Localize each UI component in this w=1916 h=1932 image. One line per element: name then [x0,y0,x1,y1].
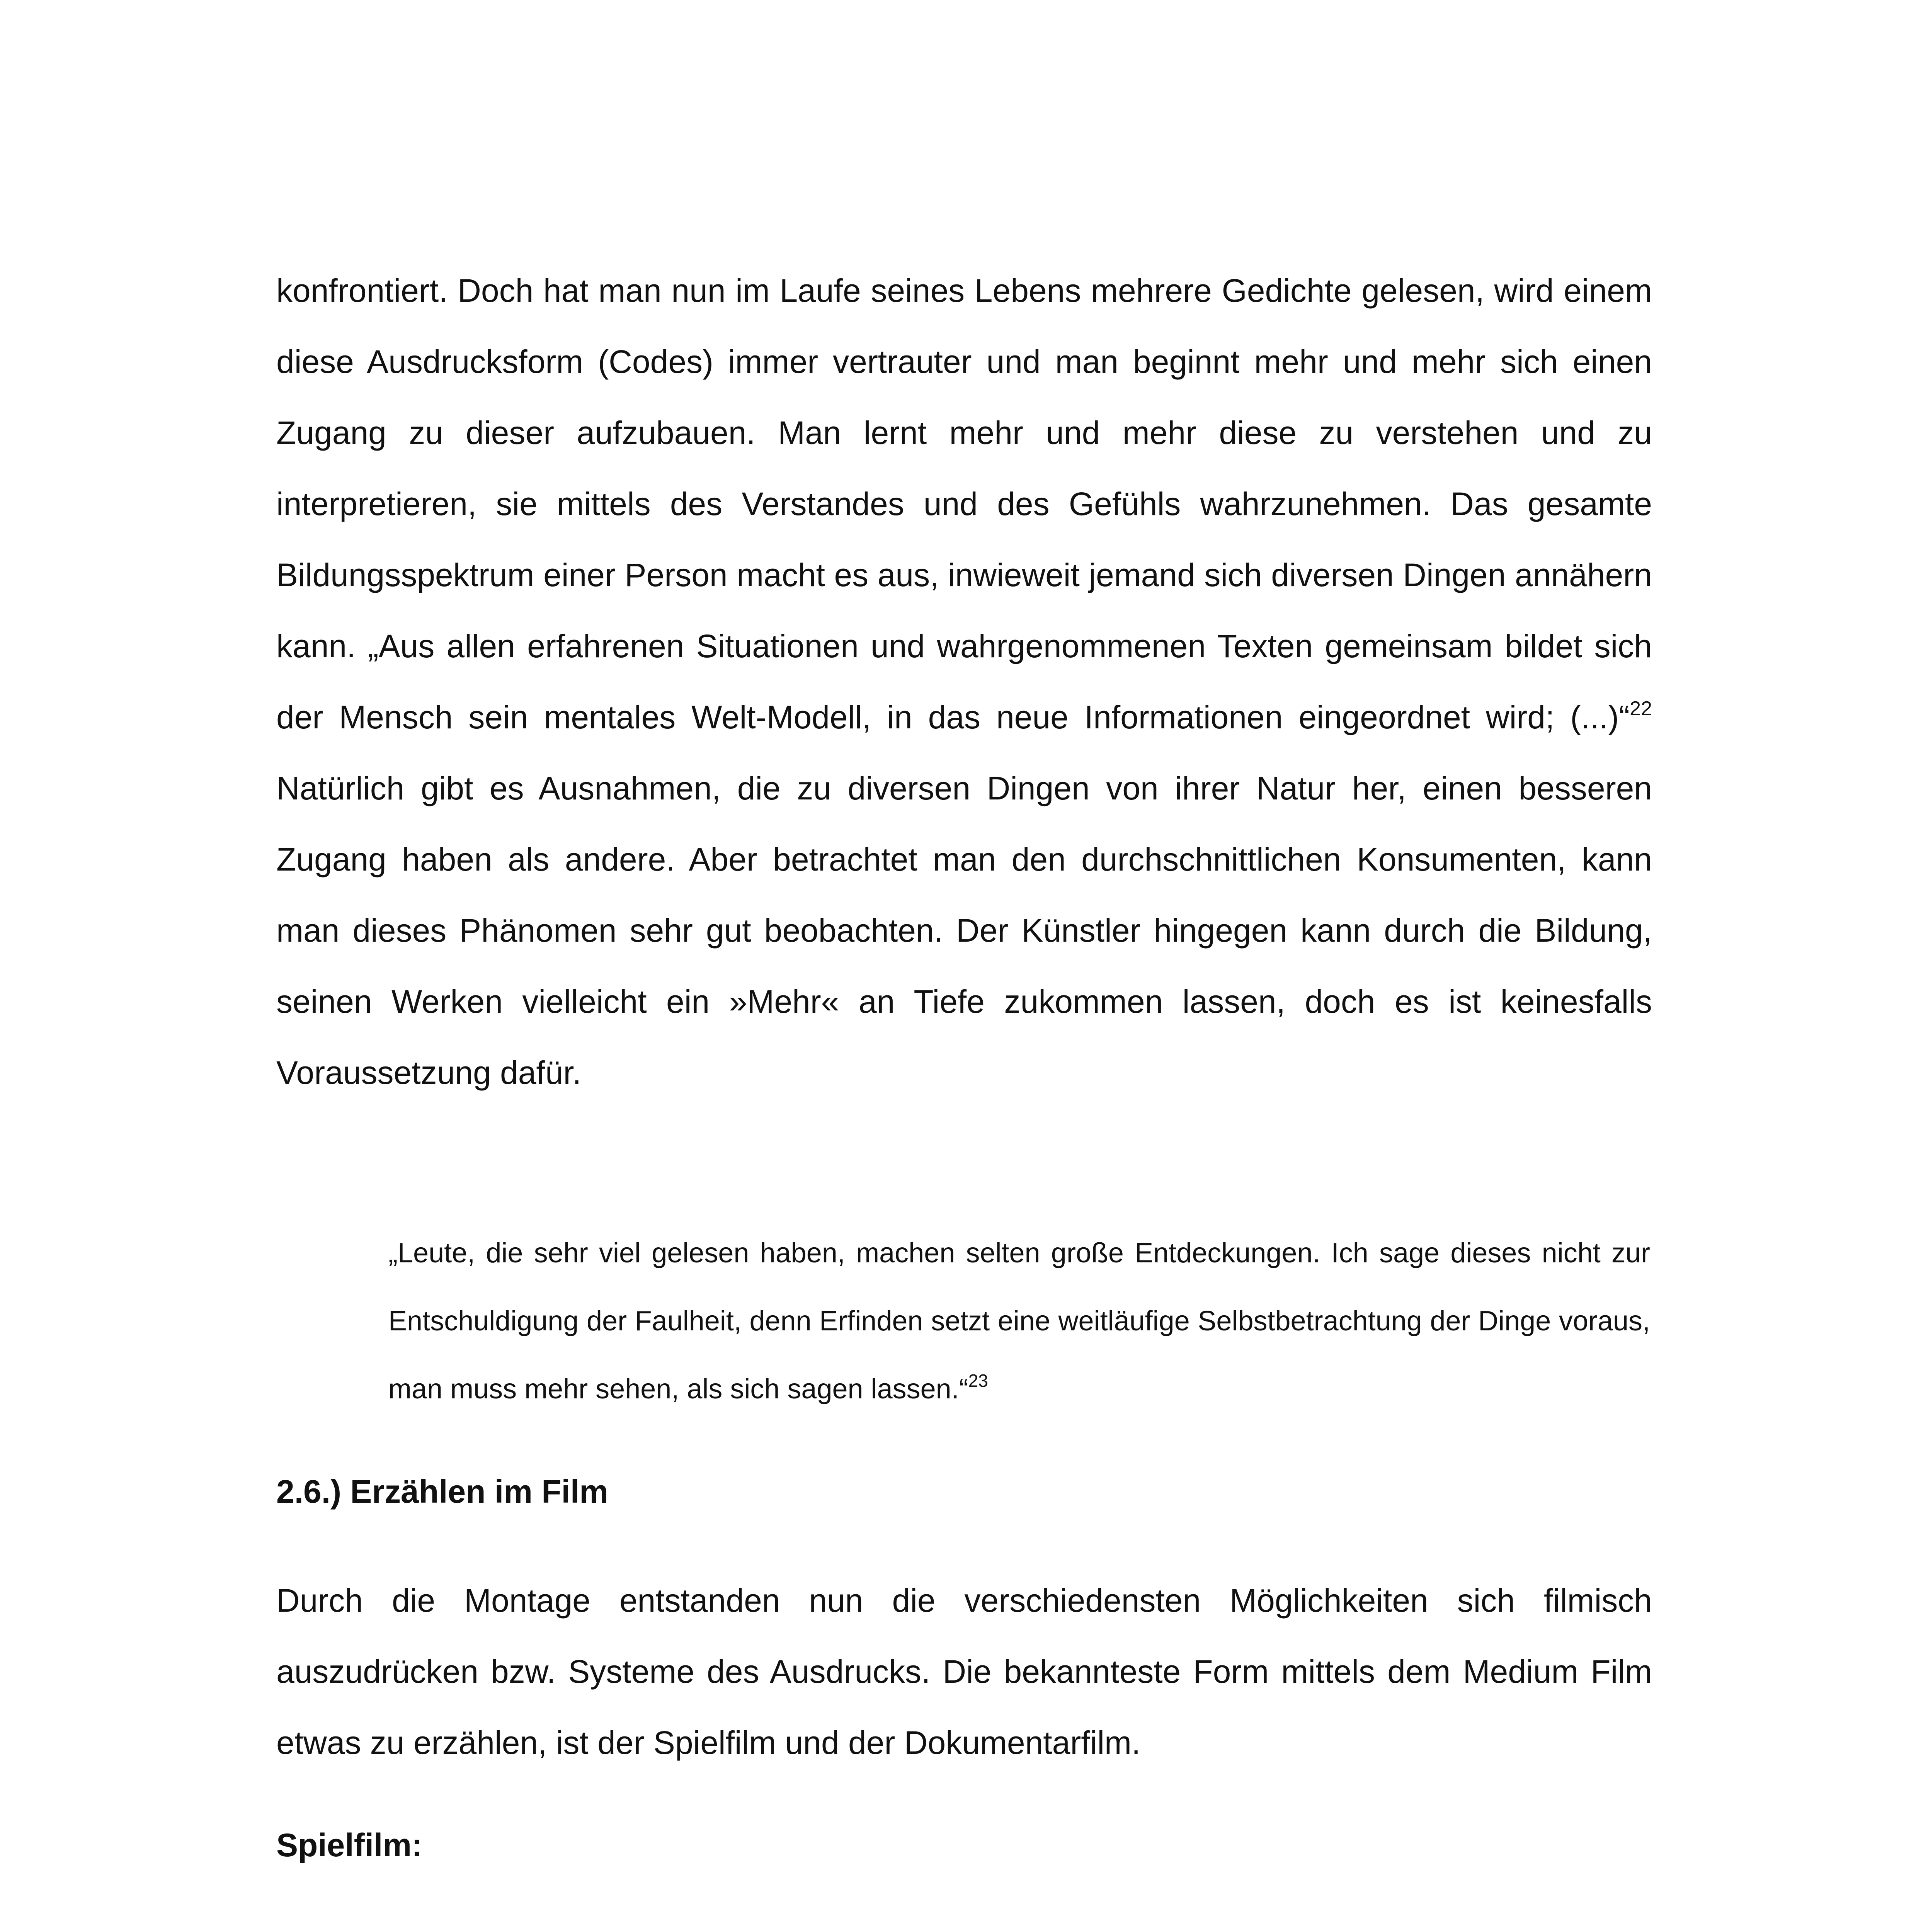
section-heading: 2.6.) Erzählen im Film [276,1473,608,1510]
footnote-ref-23[interactable]: 23 [968,1371,988,1391]
body-paragraph-2 [276,1565,1652,1778]
paragraph-text: Natürlich gibt es Ausnahmen, die zu diversen Dingen von ihrer Natur her, einen besseren Zugang haben als andere. Aber betrachtet man den durchschnittlichen Konsumenten, kann man dieses Phänomen sehr gut beobachten. Der Künstler hingegen kann durch die Bildung, seinen Werken vielleicht ein »Mehr« an Tiefe zukommen lassen, doch es ist keinesfalls Voraussetzung dafür. [276,770,1652,1091]
subheading: Spielfilm: [276,1827,423,1863]
quote-text: „Leute, die sehr viel gelesen haben, machen selten große Entdeckungen. Ich sage dieses nicht zur Entschuldigung der Faulheit, denn Erfinden setzt eine weitläufige Selbstbetrachtung der Dinge voraus, man muss mehr sehen, als sich sagen lassen.“ [388,1238,1650,1405]
paragraph-text: konfrontiert. Doch hat man nun im Laufe seines Lebens mehrere Gedichte gelesen, wird einem diese Ausdrucksform (Codes) immer vertrauter und man beginnt mehr und mehr sich einen Zugang zu dieser aufzubauen. Man lernt mehr und mehr diese zu verstehen und zu interpretieren, sie mittels des Verstandes und des Gefühls wahrzunehmen. Das gesamte Bildungsspektrum einer Person macht es aus, inwieweit jemand sich diversen Dingen annähern kann. „Aus allen erfahrenen Situationen und wahrgenommenen Texten gemeinsam bildet sich der Mensch sein mentales Welt-Modell, in das neue Informationen eingeordnet wird; (...)“ [276,272,1652,735]
paragraph-text: Durch die Montage entstanden nun die verschiedensten Möglichkeiten sich filmisch auszudrücken bzw. Systeme des Ausdrucks. Die bekannteste Form mittels dem Medium Film etwas zu erzählen, ist der Spielfilm und der Dokumentarfilm. [276,1582,1652,1761]
block-quote [388,1219,1650,1423]
paragraph-text [276,1918,1652,1932]
body-paragraph-3 [276,1918,1652,1932]
footnote-ref-22[interactable]: 22 [1630,697,1652,720]
body-paragraph-1 [276,255,1652,1108]
